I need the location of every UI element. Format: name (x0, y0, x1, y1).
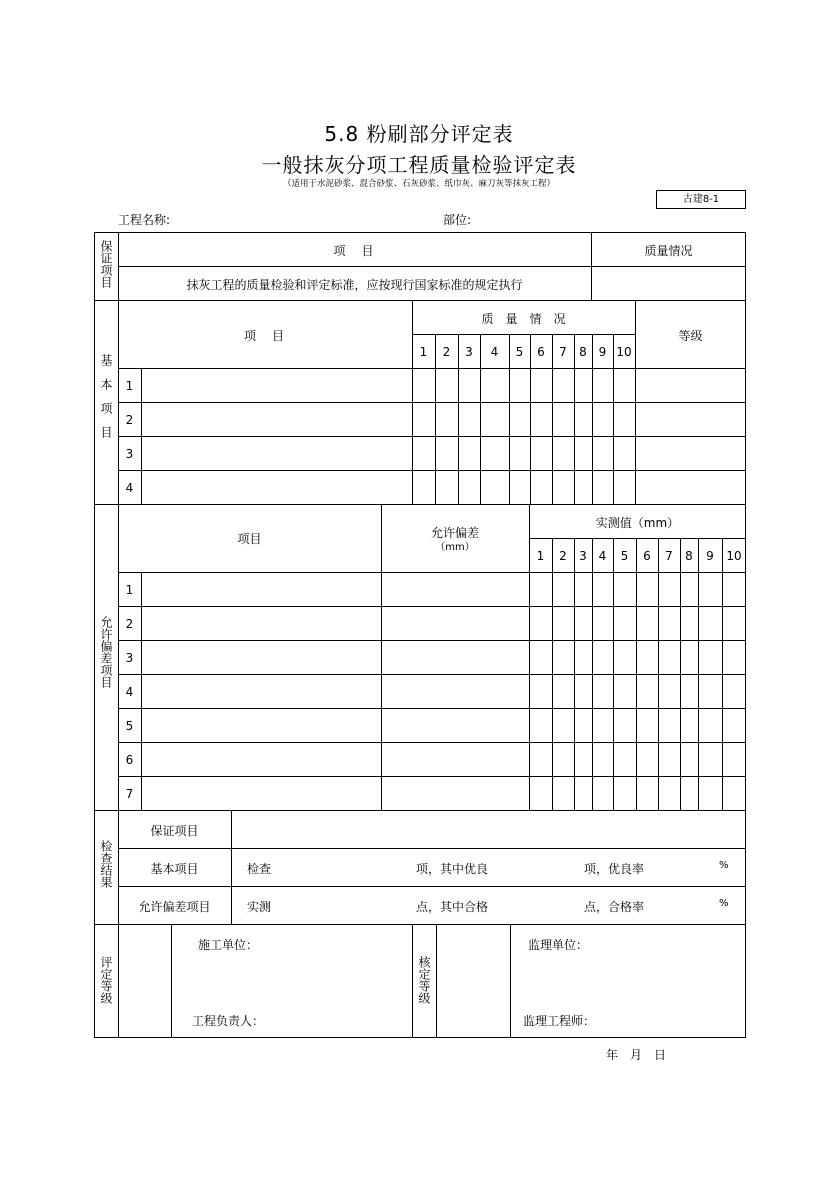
result-tolerance-rate: 点，合格率 (584, 900, 645, 914)
tolerance-col-3: 3 (579, 549, 587, 563)
basic-col-9: 9 (598, 345, 607, 359)
basic-row-1: 1 (125, 379, 134, 393)
basic-row-3: 3 (125, 447, 134, 461)
tolerance-row-3: 3 (125, 651, 134, 665)
result-tolerance-qualified: 点，其中合格 (416, 900, 489, 914)
basic-grade-header: 等级 (678, 329, 703, 343)
project-name-label: 工程名称: (118, 213, 171, 227)
tolerance-row-5: 5 (125, 719, 134, 733)
tolerance-row-7: 7 (125, 787, 134, 801)
result-basic-excellent: 项，其中优良 (416, 862, 489, 876)
tolerance-col-1: 1 (536, 549, 545, 563)
result-section-label: 检查结果 (99, 840, 113, 888)
tolerance-item-header: 项目 (237, 532, 262, 546)
date-label: 年 月 日 (606, 1048, 667, 1062)
result-tolerance-percent: % (719, 898, 729, 909)
result-basic-rate: 项，优良率 (584, 862, 645, 876)
tolerance-allow-header: 允许偏差 (430, 526, 479, 540)
tolerance-row-4: 4 (125, 685, 134, 699)
basic-col-1: 1 (419, 345, 428, 359)
form-code-box: 古建8-1 (656, 190, 746, 209)
tolerance-col-7: 7 (665, 549, 673, 563)
basic-item-header: 项 目 (243, 329, 286, 343)
tolerance-col-10: 10 (726, 549, 742, 563)
contractor-label: 施工单位： (198, 938, 259, 952)
tolerance-row-1: 1 (125, 583, 134, 597)
result-basic-check: 检查 (247, 862, 272, 876)
verify-grade-label: 核定等级 (417, 956, 431, 1004)
result-guarantee-label: 保证项目 (150, 824, 199, 838)
tolerance-row-2: 2 (125, 617, 134, 631)
basic-col-10: 10 (616, 345, 632, 359)
rating-section-label: 评定等级 (99, 956, 113, 1004)
guarantee-item-header: 项 目 (333, 244, 376, 258)
page-title: 5.8 粉刷部分评定表 (324, 122, 514, 146)
guarantee-section-label: 保证项目 (99, 240, 113, 288)
form-title: 一般抹灰分项工程质量检验评定表 (261, 153, 577, 177)
basic-col-5: 5 (515, 345, 524, 359)
tolerance-row-6: 6 (125, 753, 134, 767)
basic-col-7: 7 (559, 345, 567, 359)
tolerance-allow-unit: （mm） (435, 542, 475, 553)
result-tolerance-measured: 实测 (247, 900, 272, 914)
result-tolerance-label: 允许偏差项目 (138, 900, 211, 914)
applicability-note: （适用于水泥砂浆、混合砂浆、石灰砂浆、纸巾灰、麻刀灰等抹灰工程） (282, 179, 555, 189)
basic-col-6: 6 (537, 345, 545, 359)
result-basic-percent: % (719, 860, 729, 871)
basic-row-2: 2 (125, 413, 134, 427)
guarantee-standard-text: 抹灰工程的质量检验和评定标准，应按现行国家标准的规定执行 (186, 278, 523, 292)
project-manager-label: 工程负责人： (192, 1014, 265, 1028)
tolerance-col-4: 4 (598, 549, 607, 563)
tolerance-col-2: 2 (559, 549, 567, 563)
tolerance-col-5: 5 (620, 549, 629, 563)
tolerance-measured-header: 实测值（mm） (595, 516, 680, 530)
basic-col-8: 8 (579, 345, 587, 359)
basic-section-label: 基本项目 (99, 354, 113, 450)
tolerance-col-8: 8 (685, 549, 693, 563)
location-label: 部位: (443, 213, 472, 227)
tolerance-col-9: 9 (706, 549, 714, 563)
basic-col-2: 2 (442, 345, 451, 359)
guarantee-quality-header: 质量情况 (644, 244, 693, 258)
basic-col-4: 4 (490, 345, 499, 359)
basic-quality-header: 质 量 情 况 (481, 312, 566, 326)
basic-col-3: 3 (465, 345, 473, 359)
tolerance-col-6: 6 (643, 549, 651, 563)
supervisor-unit-label: 监理单位： (528, 938, 589, 952)
supervising-engineer-label: 监理工程师： (523, 1014, 596, 1028)
tolerance-section-label: 允许偏差项目 (99, 616, 113, 688)
basic-row-4: 4 (125, 481, 134, 495)
result-basic-label: 基本项目 (150, 862, 199, 876)
